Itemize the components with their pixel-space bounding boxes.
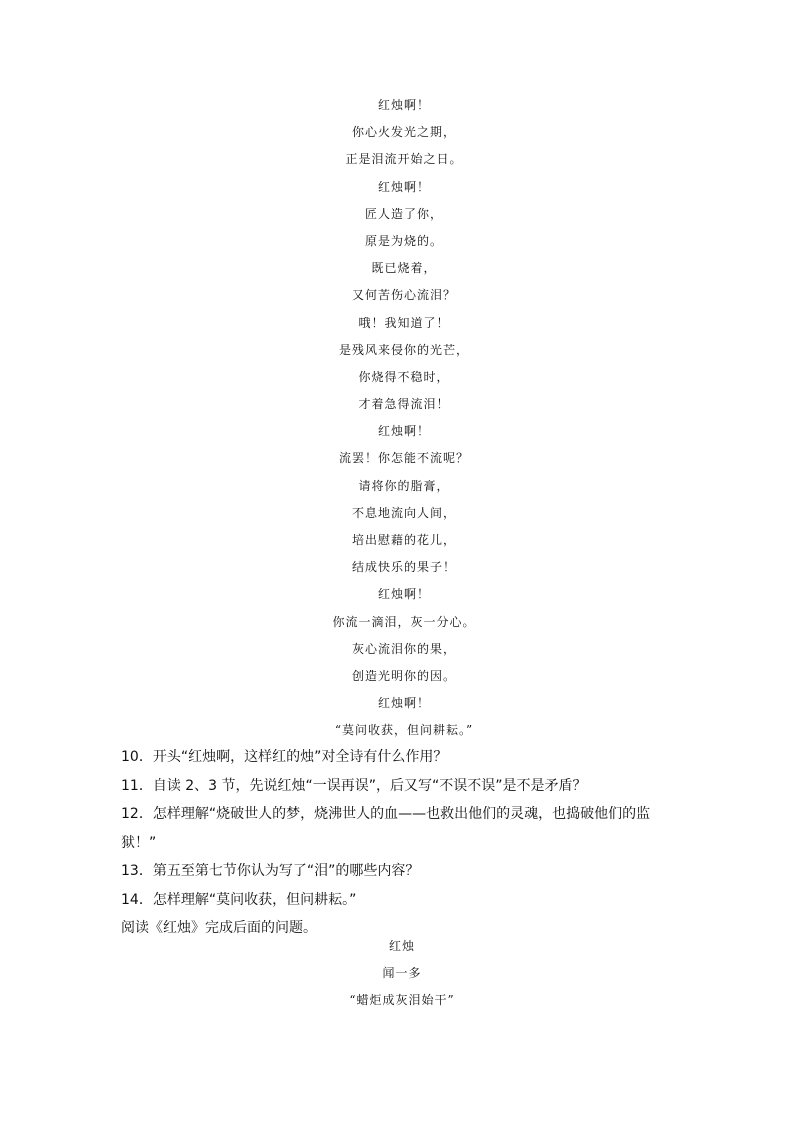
question-12: 12．怎样理解“烧破世人的梦，烧沸世人的血——也救出他们的灵魂，也捣破他们的监 <box>121 806 651 822</box>
question-12-continued: 狱！” <box>121 834 157 851</box>
poem-line: 创造光明你的因。 <box>351 668 456 683</box>
poem-line: 你烧得不稳时， <box>358 369 450 384</box>
poem-epigraph: “蜡炬成灰泪始干” <box>349 993 455 1007</box>
poem-body <box>0 92 794 745</box>
poem-title: 红烛 <box>388 939 415 953</box>
poem-line: 红烛啊！ <box>377 98 430 112</box>
poem-line: 哦！我知道了！ <box>358 315 450 330</box>
poem-line: 正是泪流开始之日。 <box>345 152 463 167</box>
question-11: 11．自读 2、3 节，先说红烛“一误再误”，后又写“不误不误”是不是矛盾？ <box>121 777 587 794</box>
poem-line: 流罢！你怎能不流呢？ <box>338 451 469 466</box>
reading-instruction: 阅读《红烛》完成后面的问题。 <box>121 920 317 936</box>
poem-line: 你流一滴泪，灰一分心。 <box>332 614 476 629</box>
poem-author: 闻一多 <box>382 966 422 980</box>
poem-line: 不息地流向人间， <box>351 505 456 520</box>
poem-line: 是残风来侵你的光芒， <box>338 342 469 357</box>
question-13: 13．第五至第七节你认为写了“泪”的哪些内容？ <box>121 863 420 879</box>
poem-line: 红烛啊！ <box>377 424 430 439</box>
poem-line: 培出慰藉的花儿， <box>351 533 456 547</box>
poem-line: “莫问收获，但问耕耘。” <box>334 723 474 738</box>
poem-line: 红烛啊！ <box>377 696 430 711</box>
question-14: 14．怎样理解“莫问收获，但问耕耘。” <box>121 891 357 908</box>
poem-line: 灰心流泪你的果， <box>351 641 456 656</box>
poem-line: 又何苦伤心流泪？ <box>351 288 456 303</box>
poem-line: 红烛啊！ <box>377 179 430 194</box>
poem-line: 请将你的脂膏， <box>358 478 450 493</box>
question-10: 10．开头“红烛啊，这样红的烛”对全诗有什么作用？ <box>121 749 448 765</box>
poem-line: 才着急得流泪！ <box>358 397 450 412</box>
poem-line: 既已烧着， <box>371 261 437 276</box>
poem-heading-block <box>0 933 794 1014</box>
poem-line: 红烛啊！ <box>377 587 430 602</box>
question-list <box>121 743 681 943</box>
poem-line: 你心火发光之期， <box>351 125 456 140</box>
poem-line: 原是为烧的。 <box>364 233 443 248</box>
poem-line: 结成快乐的果子！ <box>351 560 456 575</box>
poem-line: 匠人造了你， <box>364 206 443 221</box>
